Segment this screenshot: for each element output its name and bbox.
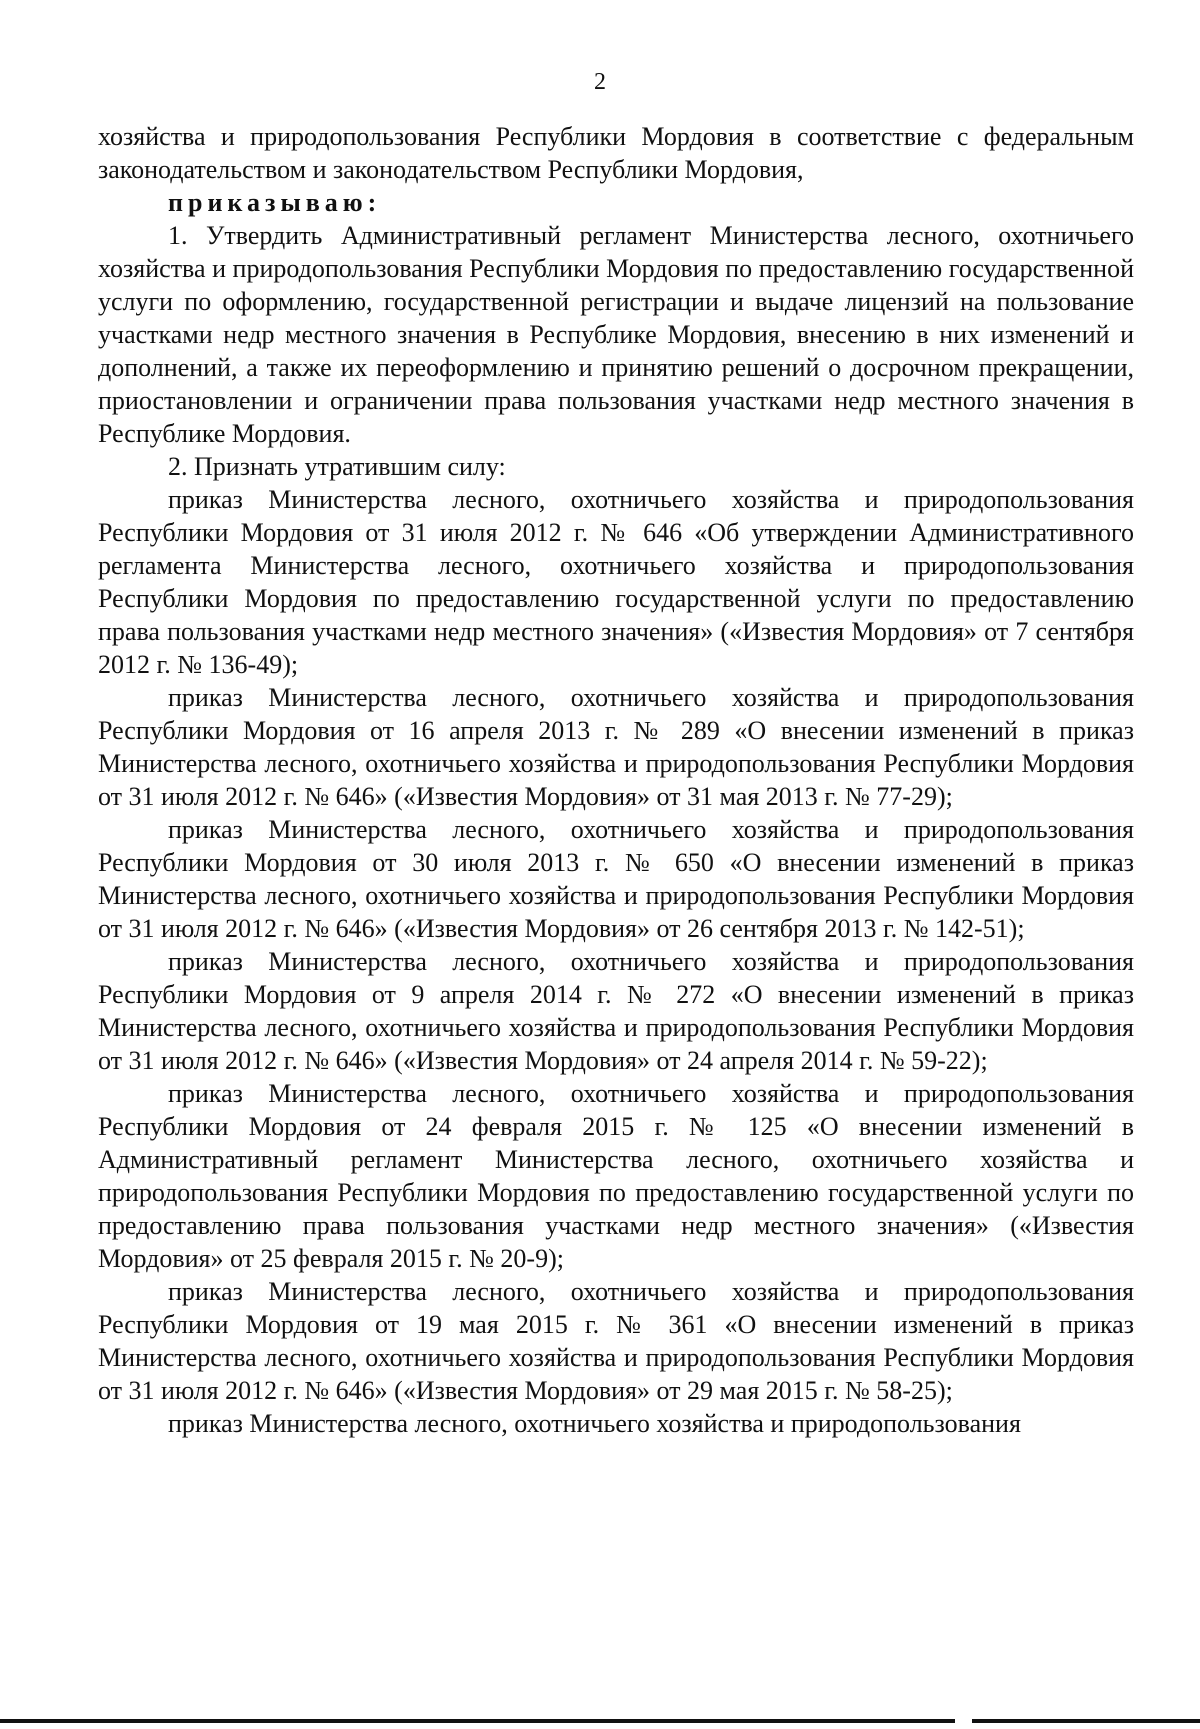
document-body [98, 120, 1134, 1440]
paragraph-item-2: 2. Признать утратившим силу: [168, 452, 506, 481]
paragraph-item-1: 1. Утвердить Административный регламент Министерства лесного, охотничьего хозяйства и природопользования Республики Мордовия по предоставлению государственной услуги по оформлению, государственной регистрации и выдаче лицензий на пользование участками недр местного значения в Республике Мордовия, внесению в них изменений и дополнений, а также их переоформлению и принятию решений о досрочном прекращении, приостановлении и ограничении права пользования участками недр местного значения в Республике Мордовия. [98, 221, 1134, 448]
repealed-order: приказ Министерства лесного, охотничьего хозяйства и природопользования Республики Мордовия от 19 мая 2015 г. № 361 «О внесении изменений в приказ Министерства лесного, охотничьего хозяйства и природопользования Республики Мордовия от 31 июля 2012 г. № 646» («Известия Мордовия» от 29 мая 2015 г. № 58-25); [98, 1277, 1134, 1405]
repealed-order: приказ Министерства лесного, охотничьего хозяйства и природопользования Республики Мордовия от 16 апреля 2013 г. № 289 «О внесении изменений в приказ Министерства лесного, охотничьего хозяйства и природопользования Республики Мордовия от 31 июля 2012 г. № 646» («Известия Мордовия» от 31 мая 2013 г. № 77-29); [98, 683, 1134, 811]
page-bottom-rule-right [972, 1719, 1200, 1723]
repealed-order: приказ Министерства лесного, охотничьего хозяйства и природопользования Республики Мордовия от 30 июля 2013 г. № 650 «О внесении изменений в приказ Министерства лесного, охотничьего хозяйства и природопользования Республики Мордовия от 31 июля 2012 г. № 646» («Известия Мордовия» от 26 сентября 2013 г. № 142-51); [98, 815, 1134, 943]
repealed-order: приказ Министерства лесного, охотничьего хозяйства и природопользования Республики Мордовия от 31 июля 2012 г. № 646 «Об утверждении Административного регламента Министерства лесного, охотничьего хозяйства и природопользования Республики Мордовия по предоставлению государственной услуги по предоставлению права пользования участками недр местного значения» («Известия Мордовия» от 7 сентября 2012 г. № 136-49); [98, 485, 1134, 679]
page-number: 2 [594, 69, 606, 95]
order-directive: приказываю: [168, 188, 382, 217]
page-bottom-rule [0, 1719, 955, 1723]
repealed-order: приказ Министерства лесного, охотничьего хозяйства и природопользования Республики Мордовия от 9 апреля 2014 г. № 272 «О внесении изменений в приказ Министерства лесного, охотничьего хозяйства и природопользования Республики Мордовия от 31 июля 2012 г. № 646» («Известия Мордовия» от 24 апреля 2014 г. № 59-22); [98, 947, 1134, 1075]
repealed-order: приказ Министерства лесного, охотничьего хозяйства и природопользования Республики Мордовия от 24 февраля 2015 г. № 125 «О внесении изменений в Административный регламент Министерства лесного, охотничьего хозяйства и природопользования Республики Мордовия по предоставлению государственной услуги по предоставлению права пользования участками недр местного значения» («Известия Мордовия» от 25 февраля 2015 г. № 20-9); [98, 1079, 1134, 1273]
repealed-order-continued: приказ Министерства лесного, охотничьего хозяйства и природопользования [168, 1409, 1021, 1438]
paragraph-continuation: хозяйства и природопользования Республики Мордовия в соответствие с федеральным законодательством и законодательством Республики Мордовия, [98, 122, 1134, 184]
